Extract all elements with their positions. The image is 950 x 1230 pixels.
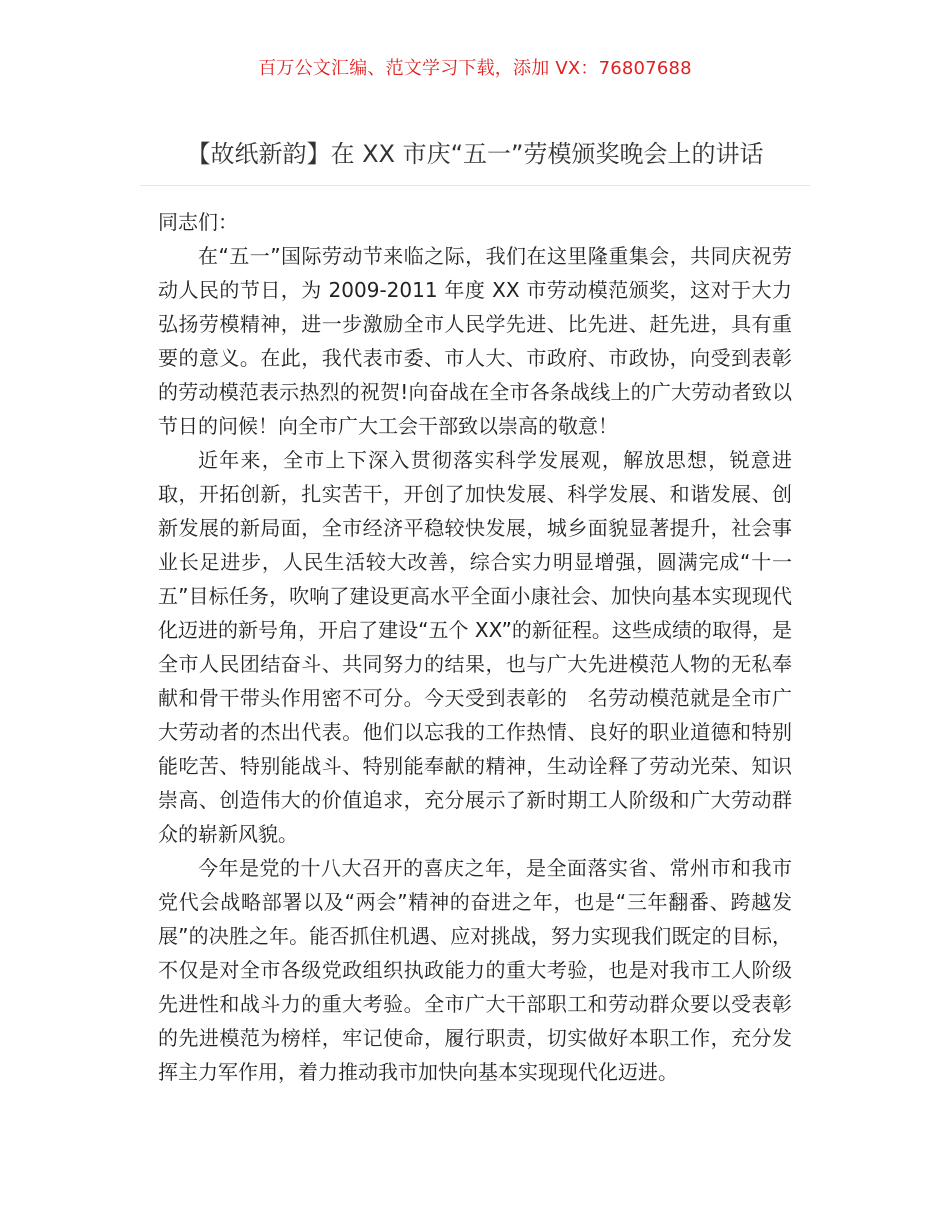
salutation: 同志们： [158, 210, 238, 234]
paragraph-1: 在“五一”国际劳动节来临之际，我们在这里隆重集会，共同庆祝劳动人民的节日，为 2009-2011 年度 XX 市劳动模范颁奖，这对于大力弘扬劳模精神，进一步激励全市人民学先进、比先进、赶先进，具有重要的意义。在此，我代表市委、市人大、市政府、市政协，向受到表彰的劳动模范表示热烈的祝贺!向奋战在全市各条战线上的广大劳动者致以节日的问候！向全市广大工会干部致以崇高的敬意！ [158, 244, 792, 438]
paragraph-2: 近年来，全市上下深入贯彻落实科学发展观，解放思想，锐意进取，开拓创新，扎实苦干，开创了加快发展、科学发展、和谐发展、创新发展的新局面，全市经济平稳较快发展，城乡面貌显著提升，社会事业长足进步，人民生活较大改善，综合实力明显增强，圆满完成“十一五”目标任务，吹响了建设更高水平全面小康社会、加快向基本实现现代化迈进的新号角，开启了建设“五个 XX”的新征程。这些成绩的取得，是全市人民团结奋斗、共同努力的结果，也与广大先进模范人物的无私奉献和骨干带头作用密不可分。今天受到表彰的 名劳动模范就是全市广大劳动者的杰出代表。他们以忘我的工作热情、良好的职业道德和特别能吃苦、特别能战斗、特别能奉献的精神，生动诠释了劳动光荣、知识崇高、创造伟大的价值追求，充分展示了新时期工人阶级和广大劳动群众的崭新风貌。 [158, 448, 792, 846]
document-title: 【故纸新韵】在 XX 市庆“五一”劳模颁奖晚会上的讲话 [186, 140, 764, 168]
paragraph-3: 今年是党的十八大召开的喜庆之年，是全面落实省、常州市和我市党代会战略部署以及“两会”精神的奋进之年，也是“三年翻番、跨越发展”的决胜之年。能否抓住机遇、应对挑战，努力实现我们既定的目标，不仅是对全市各级党政组织执政能力的重大考验，也是对我市工人阶级先进性和战斗力的重大考验。全市广大干部职工和劳动群众要以受表彰的先进模范为榜样，牢记使命，履行职责，切实做好本职工作，充分发挥主力军作用，着力推动我市加快向基本实现现代化迈进。 [158, 856, 792, 1084]
document-body [158, 205, 792, 1089]
title-divider [140, 185, 810, 186]
download-banner: 百万公文汇编、范文学习下载，添加 VX：76807688 [258, 58, 692, 79]
